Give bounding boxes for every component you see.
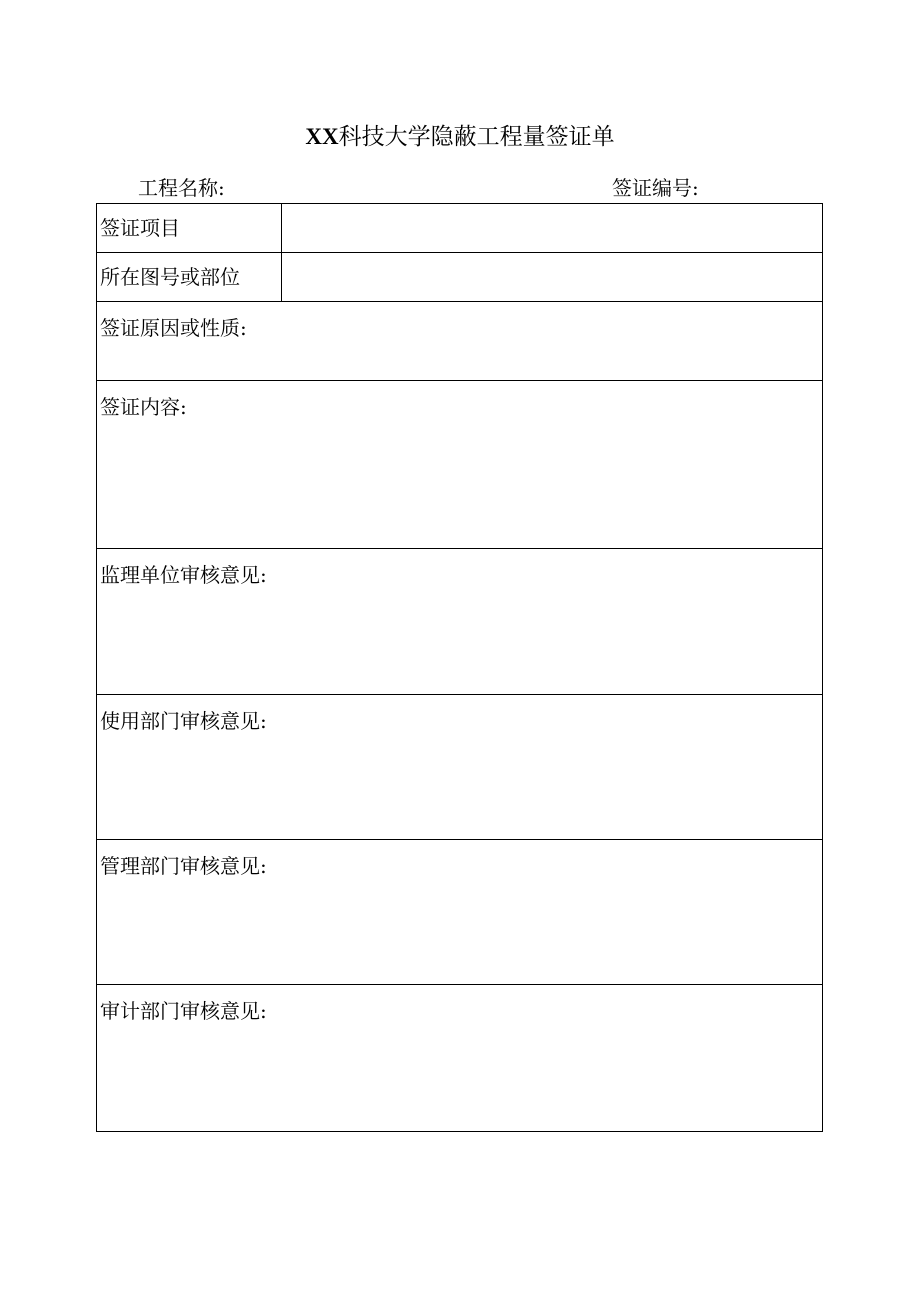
audit-dept-opinion-row xyxy=(97,985,823,1132)
supervisor-opinion-label: 监理单位审核意见: xyxy=(100,563,267,587)
title-prefix: XX xyxy=(305,124,339,149)
supervisor-opinion-field[interactable] xyxy=(97,549,823,695)
visa-item-field[interactable] xyxy=(282,204,823,253)
project-name-label: 工程名称: xyxy=(138,176,225,200)
reason-field[interactable] xyxy=(97,302,823,381)
location-row xyxy=(97,253,823,302)
location-label: 所在图号或部位 xyxy=(97,253,282,302)
user-dept-opinion-row xyxy=(97,695,823,840)
visa-item-label: 签证项目 xyxy=(97,204,282,253)
visa-form-table xyxy=(96,203,823,1132)
supervisor-opinion-row xyxy=(97,549,823,695)
user-dept-opinion-label: 使用部门审核意见: xyxy=(100,709,267,733)
content-label: 签证内容: xyxy=(100,395,187,419)
management-dept-opinion-field[interactable] xyxy=(97,840,823,985)
user-dept-opinion-field[interactable] xyxy=(97,695,823,840)
content-field[interactable] xyxy=(97,381,823,549)
visa-number-label: 签证编号: xyxy=(612,176,699,200)
location-field[interactable] xyxy=(282,253,823,302)
document-title xyxy=(0,122,920,152)
audit-dept-opinion-label: 审计部门审核意见: xyxy=(100,999,267,1023)
management-dept-opinion-label: 管理部门审核意见: xyxy=(100,854,267,878)
visa-item-row xyxy=(97,204,823,253)
reason-row xyxy=(97,302,823,381)
title-main: 科技大学隐蔽工程量签证单 xyxy=(338,124,615,150)
management-dept-opinion-row xyxy=(97,840,823,985)
audit-dept-opinion-field[interactable] xyxy=(97,985,823,1132)
reason-label: 签证原因或性质: xyxy=(100,316,247,340)
content-row xyxy=(97,381,823,549)
